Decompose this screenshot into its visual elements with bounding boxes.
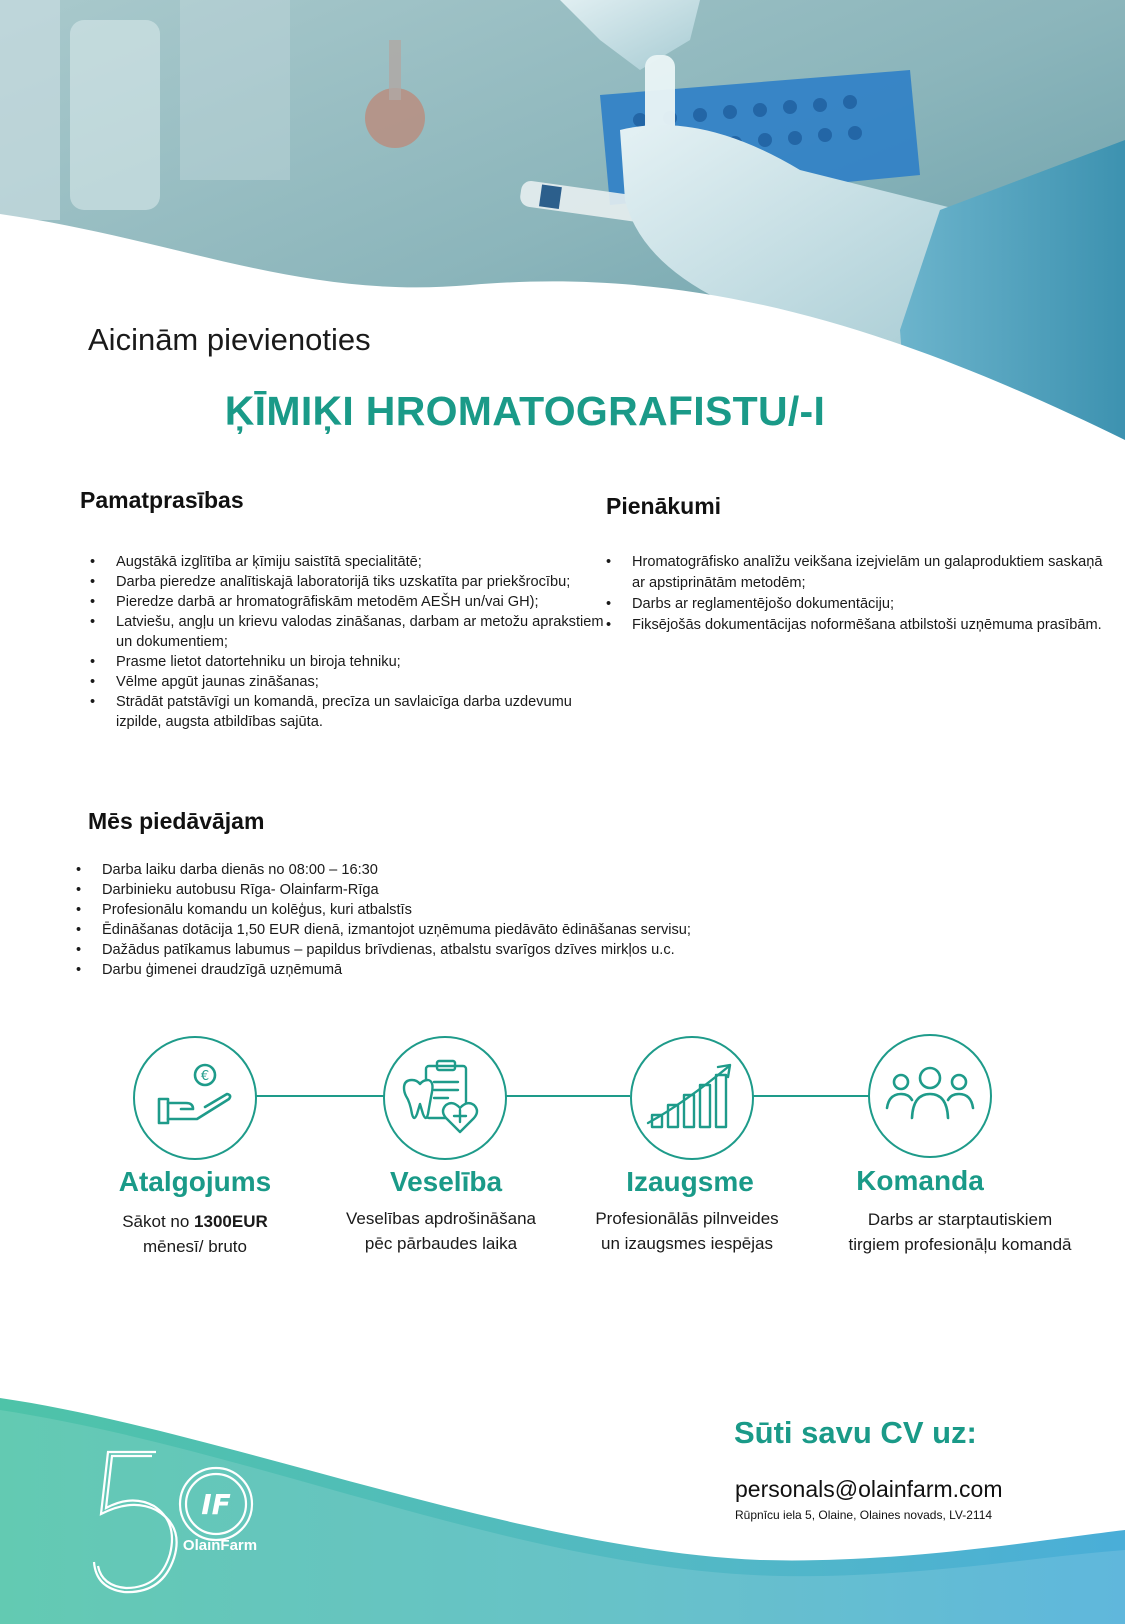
list-item: • Darbinieku autobusu Rīga- Olainfarm-Rīga bbox=[74, 880, 874, 900]
benefit-text-line1: Veselības apdrošināšana bbox=[346, 1209, 536, 1228]
growth-circle bbox=[630, 1036, 754, 1160]
connector-line bbox=[750, 1095, 870, 1097]
team-icon bbox=[885, 1066, 975, 1126]
list-item: • Vēlme apgūt jaunas zināšanas; bbox=[88, 672, 606, 692]
contact-address: Rūpnīcu iela 5, Olaine, Olaines novads, LV-2114 bbox=[735, 1508, 993, 1522]
health-circle bbox=[383, 1036, 507, 1160]
hand-euro-icon bbox=[153, 1063, 237, 1133]
svg-text:IF: IF bbox=[201, 1488, 231, 1521]
list-item: • Darba pieredze analītiskajā laboratorijā tiks uzskatīta par priekšrocību; bbox=[88, 572, 606, 592]
requirements-heading: Pamatprasības bbox=[80, 487, 244, 513]
connector-line bbox=[254, 1095, 384, 1097]
duties-heading: Pienākumi bbox=[606, 493, 722, 519]
list-item: • Darbs ar reglamentējošo dokumentāciju; bbox=[604, 594, 1109, 615]
requirements-list bbox=[88, 552, 606, 732]
benefit-title-team: Komanda bbox=[856, 1165, 984, 1196]
benefit-text-line2: mēnesī/ bruto bbox=[143, 1237, 247, 1256]
offer-heading: Mēs piedāvājam bbox=[88, 808, 265, 834]
connector-line bbox=[505, 1095, 630, 1097]
intro-text: Aicinām pievienoties bbox=[88, 322, 371, 357]
offer-list bbox=[74, 860, 874, 980]
benefit-title-growth: Izaugsme bbox=[626, 1166, 754, 1197]
benefit-title-health: Veselība bbox=[389, 1166, 503, 1197]
team-circle bbox=[868, 1034, 992, 1158]
list-item: • Fiksējošās dokumentācijas noformēšana atbilstoši uzņēmuma prasībām. bbox=[604, 615, 1109, 636]
duties-list bbox=[604, 552, 1109, 636]
list-item: • Pieredze darbā ar hromatogrāfiskām metodēm AEŠH un/vai GH); bbox=[88, 592, 606, 612]
logo-text: OlainFarm bbox=[182, 1537, 258, 1554]
olainfarm-50-logo bbox=[92, 1448, 267, 1598]
list-item: • Hromatogrāfisko analīžu veikšana izejvielām un galaproduktiem saskaņā ar apstiprinātām metodēm; bbox=[604, 552, 1109, 594]
svg-text:€: € bbox=[200, 1069, 210, 1084]
benefit-text-line2: pēc pārbaudes laika bbox=[364, 1234, 518, 1253]
list-item: • Dažādus patīkamus labumus – papildus brīvdienas, atbalstu svarīgos dzīves mirkļos u.c. bbox=[74, 940, 874, 960]
benefit-text-growth bbox=[542, 1206, 832, 1256]
benefit-title-salary: Atalgojums bbox=[118, 1166, 272, 1197]
list-item: • Darbu ģimenei draudzīgā uzņēmumā bbox=[74, 960, 874, 980]
position-title: ĶĪMIĶI HROMATOGRAFISTU/-I bbox=[224, 388, 826, 434]
benefit-text-line1: Profesionālās pilnveides bbox=[595, 1209, 779, 1228]
salary-circle bbox=[133, 1036, 257, 1160]
list-item: • Latviešu, angļu un krievu valodas zināšanas, darbam ar metožu aprakstiem un dokumentiem; bbox=[88, 612, 606, 652]
list-item: • Augstākā izglītība ar ķīmiju saistītā specialitātē; bbox=[88, 552, 606, 572]
list-item: • Prasme lietot datortehniku un biroja tehniku; bbox=[88, 652, 606, 672]
list-item: • Profesionālu komandu un kolēģus, kuri atbalstīs bbox=[74, 900, 874, 920]
health-clipboard-icon bbox=[400, 1058, 490, 1138]
benefit-text-prefix: Sākot no bbox=[122, 1212, 195, 1231]
list-item: • Strādāt patstāvīgi un komandā, precīza un savlaicīga darba uzdevumu izpilde, augsta atbildības sajūta. bbox=[88, 692, 606, 732]
list-item: • Ēdināšanas dotācija 1,50 EUR dienā, izmantojot uzņēmuma piedāvāto ēdināšanas servisu; bbox=[74, 920, 874, 940]
cv-heading: Sūti savu CV uz: bbox=[734, 1415, 977, 1450]
benefit-text-team bbox=[815, 1207, 1105, 1257]
contact-email-link[interactable]: personals@olainfarm.com bbox=[735, 1476, 1003, 1502]
benefit-text-line2: un izaugsmes iespējas bbox=[601, 1234, 773, 1253]
benefit-text-line2: tirgiem profesionāļu komandā bbox=[848, 1235, 1072, 1254]
benefit-text-line1: Darbs ar starptautiskiem bbox=[867, 1210, 1053, 1229]
growth-chart-icon bbox=[644, 1063, 740, 1133]
benefit-salary-amount: 1300EUR bbox=[194, 1212, 268, 1231]
list-item: • Darba laiku darba dienās no 08:00 – 16:30 bbox=[74, 860, 874, 880]
